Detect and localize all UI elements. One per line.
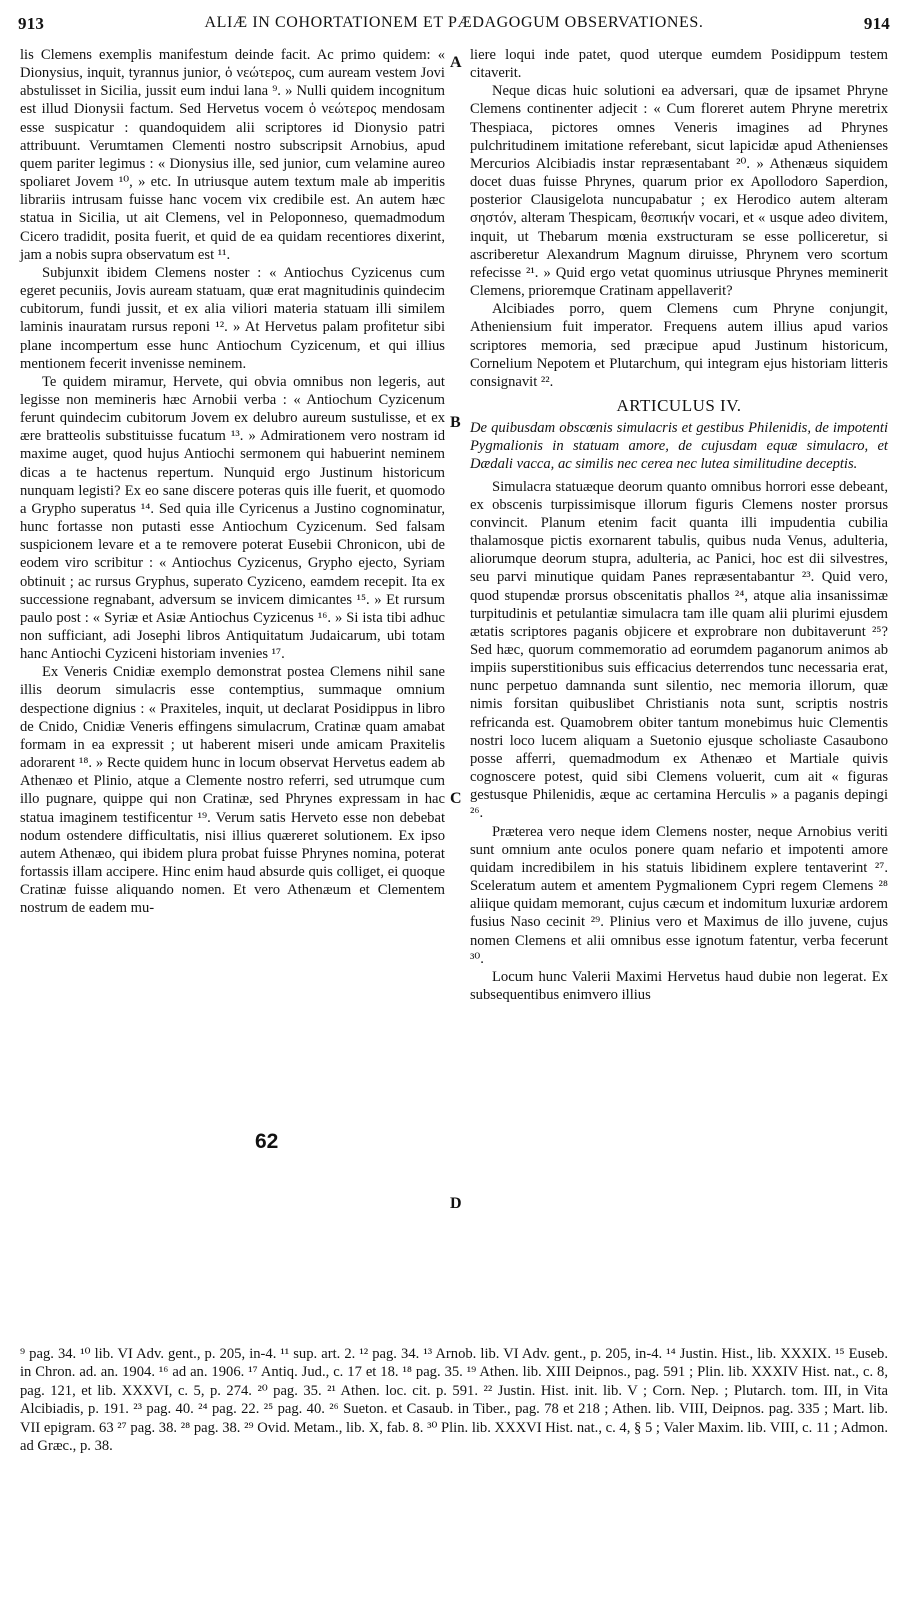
plate-number: 62 xyxy=(255,1130,279,1153)
running-header xyxy=(18,14,890,44)
left-column xyxy=(20,46,445,918)
article-summary: De quibusdam obscœnis simulacris et gestibus Philenidis, de impotenti Pygmalionis in statuam amore, de cujusdam equæ simulacro, et Dædali vacca, ac similis nec cerea nec lutea similitudine deceptis. xyxy=(470,420,888,473)
right-column xyxy=(470,46,888,1004)
paragraph: Locum hunc Valerii Maximi Hervetus haud dubie non legerat. Ex subsequentibus enimvero illius xyxy=(470,968,888,1003)
paragraph: Præterea vero neque idem Clemens noster, neque Arnobius veriti sunt omnium ante oculos ponere quam nefario et impotenti amore quidam incredibilem in his statuis libidinem explere tentaverint ²⁷. Sceleratum autem et amentem Pygmalionem Cypri regem Clemens ²⁸ aliique quidam memorant, cujus cæcum et indomitum luxuriæ ardorem fusius Naso cecinit ²⁹. Plinius vero et Maximus de illo juvene, cujus nomen Clemens et alii omnibus esse ignotum fatentur, verba fecerunt ³⁰. xyxy=(470,823,888,967)
paragraph: Alcibiades porro, quem Clemens cum Phryne conjungit, Atheniensium fuit imperator. Frequens autem illius apud varios scriptores memoria, sed præcipue apud Justinum historicum, Cornelium Nepotem et Plutarchum, qui integram ejus historiam litteris consignavit ²². xyxy=(470,301,888,390)
margin-letter-d: D xyxy=(450,1195,462,1212)
paragraph: Subjunxit ibidem Clemens noster : « Antiochus Cyzicenus cum egeret pecuniis, Jovis auream statuam, quæ erat magnitudinis quindecim cubitorum, fundi jussit, et ex alia viliori materia statuam illi similem laminis inauratam rursus reponi ¹². » At Hervetus palam profitetur sibi plane incompertum esse hunc Antiochum Cyzicenum, et qui illius mentionem fecerit invenisse neminem. xyxy=(20,264,445,372)
paragraph: Neque dicas huic solutioni ea adversari, quæ de ipsamet Phryne Clemens continenter adjecit : « Cum floreret autem Phryne meretrix Thespiaca, pictores omnes Veneris imagines ad Phrynes pulchritudinem imitatione referebant, sicut lapicidæ apud Athenienses Mercurios Alcibiadis instar repræsentabant ²⁰. » Athenæus siquidem docet duas fuisse Phrynes, quarum prior ex Apollodoro Saperdion, posterior Clausigelota nuncupabatur ; ex Herodico autem alteram σηστόν, alteram Thespicam, θεσπικήν vocari, et « usque adeo divitem, inquit, ut Thebarum mœnia exstructuram se esse polliceretur, si ascriberetur Alexandrum Magnum diruisse, Phrynem vero scortum refecisse ²¹. » Quid ergo vetat quominus utriusque Phrynes meminerit Clemens, prioremque Cratinam appellaverit? xyxy=(470,83,888,300)
paragraph: Ex Veneris Cnidiæ exemplo demonstrat postea Clemens nihil sane illis deorum simulacris esse contemptius, summaque omnium despectione dignius : « Praxiteles, inquit, ut declarat Posidippus in libro de Cnido, Cnidiæ Veneris effingens simulacrum, Cratinæ quam amabat formam in ea expressit ; ut haberent miseri unde amicam Praxitelis adorarent ¹⁸. » Recte quidem hunc in locum observat Hervetus eadem ab Athenæo et Plinio, atque a Clemente nostro referri, sed utrumque cum illo pugnare, quippe qui non Cratinæ, sed Phrynes expressam in hac statua imaginem testificentur ¹⁹. Verum satis Herveto esse non debebat nodum ostendere difficultatis, nisi illius quæreret solutionem. Ex ipso autem Athenæo, qui ibidem plura probat fuisse Phrynes nomina, poterat fortassis illam accipere. Hinc enim haud absurde quis colliget, ei quoque Cratinæ fuisse aliquando nomen. Et vero Athenæum et Clementem nostrum de eadem mu- xyxy=(20,664,445,917)
page-number-left: 913 xyxy=(18,14,45,33)
margin-letter-c: C xyxy=(450,790,462,807)
margin-letter-b: B xyxy=(450,414,461,431)
footnotes: ⁹ pag. 34. ¹⁰ lib. VI Adv. gent., p. 205, in-4. ¹¹ sup. art. 2. ¹² pag. 34. ¹³ Arnob. lib. VI Adv. gent., p. 205, in-4. ¹⁴ Justin. Hist., lib. XXXIX. ¹⁵ Euseb. in Chron. ad. an. 1904. ¹⁶ ad an. 1906. ¹⁷ Antiq. Jud., c. 17 et 18. ¹⁸ pag. 35. ¹⁹ Athen. lib. XIII Deipnos., pag. 591 ; Plin. lib. XXXIV Hist. nat., c. 8, pag. 121, et lib. XXXVI, c. 5, p. 274. ²⁰ pag. 35. ²¹ Athen. loc. cit. p. 591. ²² Justin. Hist. init. lib. V ; Corn. Nep. ; Plutarch. tom. III, in Vita Alcibiadis, p. 191. ²³ pag. 40. ²⁴ pag. 22. ²⁵ pag. 40. ²⁶ Sueton. et Casaub. in Tiber., pag. 78 et 218 ; Athen. lib. VIII, Deipnos. pag. 335 ; Mart. lib. VII epigram. 63 ²⁷ pag. 38. ²⁸ pag. 38. ²⁹ Ovid. Metam., lib. X, fab. 8. ³⁰ Plin. lib. XXXVI Hist. nat., c. 4, § 5 ; Valer Maxim. lib. VIII, c. 11 ; Admon. ad Græc., p. 38. xyxy=(20,1346,888,1455)
paragraph: lis Clemens exemplis manifestum deinde facit. Ac primo quidem: « Dionysius, inquit, tyrannus junior, ὁ νεώτερος, cum auream vestem Jovi abstulisset in Sicilia, jussit eum indui lana ⁹. » Nulli quidem incognitum est illud Dionysii factum. Sed Hervetus vocem ὁ νεώτερος mendosam esse suspicatur : quandoquidem alii scriptores id Dionysio patri attribuunt. Verumtamen Clementi nostro subscripsit Arnobius, apud quem pariter legimus : « Dionysius ille, sed junior, cum velamine aureo spoliaret Jovem ¹⁰, » etc. In utriusque autem textum male ab imperitis librariis intrusam fuisse hanc vocem vix credibile est. An autem hæc statua in Sicilia, ut ait Clemens, vel in Peloponneso, quemadmodum Cicero tradidit, posita fuerit, et quid de ea quidam recentiores dixerint, jam a nobis supra observatum est ¹¹. xyxy=(20,47,445,263)
page-number-right: 914 xyxy=(863,14,890,33)
running-title: ALIÆ IN COHORTATIONEM ET PÆDAGOGUM OBSERVATIONES. xyxy=(204,14,704,31)
paragraph: Te quidem miramur, Hervete, qui obvia omnibus non legeris, aut legisse non memineris hæc Arnobii verba : « Antiochum Cyzicenum ferunt quindecim cubitorum Jovem ex delubro aureum sustulisse, et ex ære bratteolis substituisse fucatum ¹³. » Admirationem vero nostram id maxime auget, quod hujus Antiochi sermonem qui habuerint neminem dicas a te hactenus repertum. Nunquid ergo Justinum historicum nunquam legisti? Ex eo sane discere poteras quis ille fuerit, et quomodo a Grypho superatus ¹⁴. Sed quia ille Cyricenus a Justino cognominatur, hunc fortasse non putasti esse Antiochum Cyzicenum. Sed falsam suspicionem levare et a te removere poterat Eusebii Chronicon, ubi de eodem viro scribitur : « Antiochus Cyzicenus, Grypho ejecto, Syriam obtinuit ; ac rursus Gryphus, superato Cyziceno, eamdem recepit. Ita ex successione regnabant, adversum se invicem dimicantes ¹⁵. » Et rursum paulo post : « Syriæ et Asiæ Antiochus Cyzicenus ¹⁶. » Si ista tibi adhuc non sufficiant, adi Josephi libros Antiquitatum Judaicarum, ubi totam hanc Antiochi Cyziceni historiam invenies ¹⁷. xyxy=(20,373,445,663)
margin-letter-a: A xyxy=(450,54,462,71)
article-heading: ARTICULUS IV. xyxy=(616,395,742,415)
paragraph: Simulacra statuæque deorum quanto omnibus horrori esse debeant, ex obscenis turpissimisque illorum figuris Clemens noster prorsus convincit. Planum etenim facit quanta illi impudentia cubilia thalamosque pictis exornarent tabulis, quibus nuda Venus, adulteria, aliorumque deorum stupra, adulteria, ac Panici, hoc est dii silvestres, seu parvi minutique quidam Panes repræsentabantur ²³. Quid vero, quod stupendæ prorsus obscenitatis phallos ²⁴, atque alia insanissimæ turpitudinis et petulantiæ simulacra tam ille quam alii plurimi ejusdem ætatis scriptores paganis objicere et exprobrare non dubitaverunt ²⁵? Sed hæc, quorum commemoratio ad eorumdem paganorum animos ab impiis superstitionibus suis efficacius deterrendos tunc necessaria erat, nunc perpetuo damnanda sunt silentio, nec memoria illorum, quæ nimis forsitan quibuslibet Christianis nota sunt, scriptis nostris refricanda est. Quamobrem obiter tantum monebimus huic Clementis nostri loco lucem aliquam a Suetonio ejusque scholiaste Casaubono posse afferri, quemadmodum ex Athenæo et Martiale quivis cognoscere potest, quid sibi Clemens voluerit, cum ait « figuras gestusque Philenidis, æque ac certamina Herculis » a paganis depingi ²⁶. xyxy=(470,478,888,822)
paragraph: liere loqui inde patet, quod uterque eumdem Posidippum testem citaverit. xyxy=(470,47,888,82)
